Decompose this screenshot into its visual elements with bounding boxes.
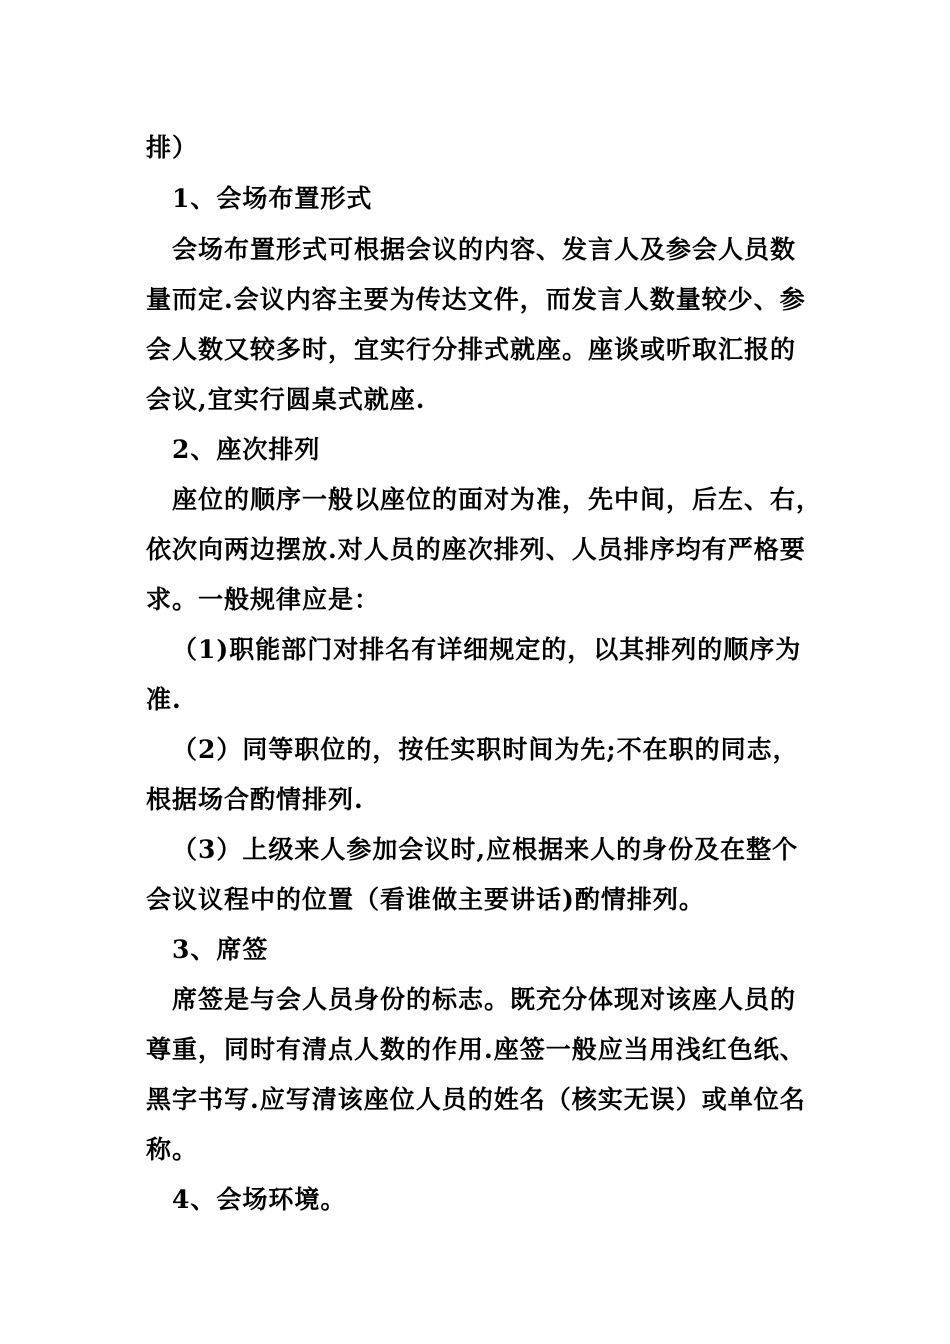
paragraph-line: 会人数又较多时，宜实行分排式就座。座谈或听取汇报的 (146, 335, 797, 364)
paragraph-line: 称。 (146, 1135, 199, 1164)
list-item-line: （2）同等职位的，按任实职时间为先;不在职的同志， (172, 735, 799, 764)
paragraph-line: 依次向两边摆放.对人员的座次排列、人员排序均有严格要 (146, 535, 806, 564)
paragraph-line: 席签是与会人员身份的标志。既充分体现对该座人员的 (172, 985, 797, 1014)
paragraph-line: 求。一般规律应是： (146, 585, 381, 614)
paragraph-line: 会场布置形式可根据会议的内容、发言人及参会人员数 (172, 235, 797, 264)
section-heading-environment: 4、会场环境。 (172, 1185, 347, 1214)
paragraph-line: 座位的顺序一般以座位的面对为准，先中间，后左、右， (172, 485, 823, 514)
section-heading-layout: 1、会场布置形式 (172, 184, 373, 213)
paragraph-line: 排） (146, 133, 199, 162)
list-item-line: 根据场合酌情排列. (146, 785, 364, 814)
paragraph-line: 量而定.会议内容主要为传达文件，而发言人数量较少、参 (146, 285, 806, 314)
section-heading-seating: 2、座次排列 (172, 435, 321, 464)
list-item-line: （3）上级来人参加会议时,应根据来人的身份及在整个 (172, 835, 799, 864)
paragraph-line: 黑字书写.应写清该座位人员的姓名（核实无误）或单位名 (146, 1085, 806, 1114)
section-heading-name-cards: 3、席签 (172, 935, 269, 964)
list-item-line: （1)职能部门对排名有详细规定的，以其排列的顺序为 (172, 635, 802, 664)
paragraph-line: 会议,宜实行圆桌式就座. (146, 385, 426, 414)
paragraph-line: 尊重，同时有清点人数的作用.座签一般应当用浅红色纸、 (146, 1035, 806, 1064)
list-item-line: 准. (146, 685, 182, 714)
list-item-line: 会议议程中的位置（看谁做主要讲话)酌情排列。 (146, 885, 705, 914)
